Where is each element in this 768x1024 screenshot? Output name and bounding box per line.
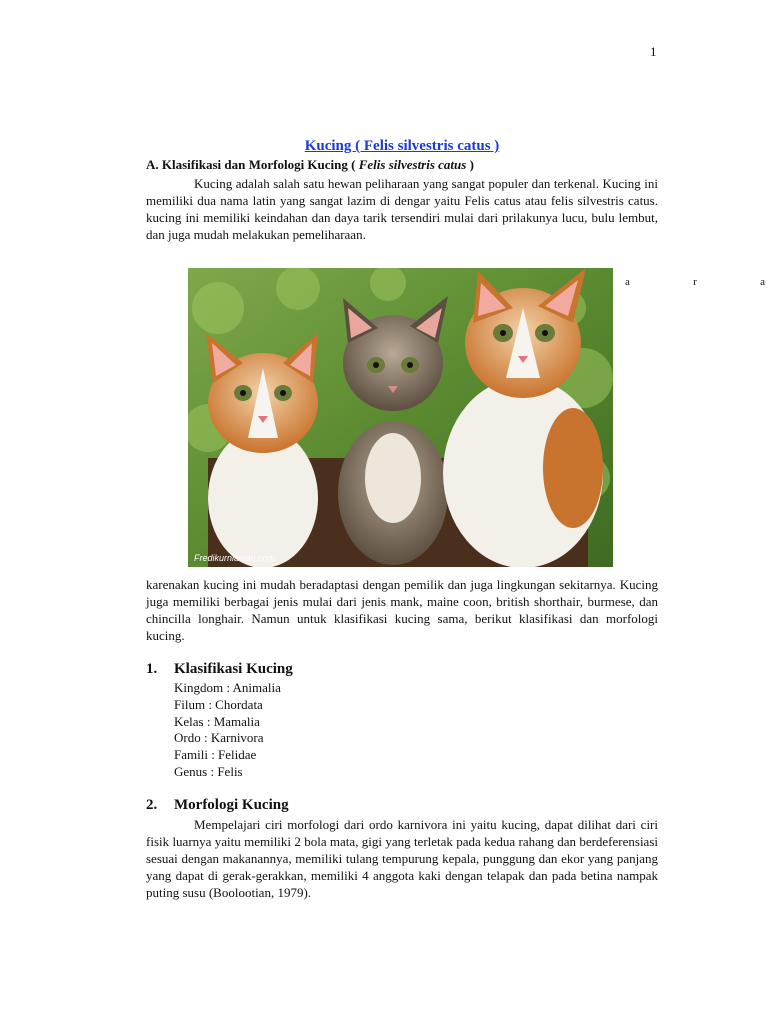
morphology-paragraph: Mempelajari ciri morfologi dari ordo karnivora ini yaitu kucing, dapat dilihat dari ciri fisik luarnya yaitu memiliki 2 bola mata, gigi yang terletak pada kedua rahang dan berdeferensiasi sesuai dengan makanannya, memiliki tulang tempurung kepala, punggung dan ekor yang panjang yang dapat di gerak-gerakkan, memiliki 4 anggota kaki dengan telapak dan pada betina nampak puting susu (Boolootian, 1979). xyxy=(146,817,658,900)
section-2-heading xyxy=(146,797,289,814)
section-2-title: Morfologi Kucing xyxy=(174,797,289,813)
stray-letter: a xyxy=(760,276,765,288)
section-1-title: Klasifikasi Kucing xyxy=(174,661,293,677)
stray-letter: r xyxy=(693,276,697,288)
classification-list xyxy=(174,680,281,781)
photo-watermark: Fredikurniawan.com xyxy=(194,553,276,563)
page-title: Kucing ( Felis silvestris catus ) xyxy=(304,138,500,154)
list-item: Famili : Felidae xyxy=(174,747,257,763)
section-1-number: 1. xyxy=(146,661,158,677)
intro-paragraph: Kucing adalah salah satu hewan peliharaan yang sangat populer dan terkenal. Kucing ini memiliki dua nama latin yang sangat lazim di dengar yaitu Felis catus atau felis silvestris catus. kucing ini memiliki keindahan dan daya tarik tersendiri mulai dari prilakunya lucu, bulu lembut, dan juga mudah melakukan pemeliharaan. xyxy=(146,176,658,242)
stray-letter: a xyxy=(625,276,630,288)
section-a-suffix: ) xyxy=(466,157,474,172)
page-number: 1 xyxy=(650,44,657,59)
section-a-latin-name: Felis silvestris catus xyxy=(358,157,467,172)
section-a-prefix: A. Klasifikasi dan Morfologi Kucing ( xyxy=(146,157,359,172)
section-a-heading xyxy=(146,157,658,173)
section-2-number: 2. xyxy=(146,797,158,813)
list-item: Kelas : Mamalia xyxy=(174,713,260,729)
list-item: Genus : Felis xyxy=(174,763,243,779)
kittens-photo xyxy=(188,268,613,567)
breeds-paragraph: karenakan kucing ini mudah beradaptasi dengan pemilik dan juga lingkungan sekitarnya. Kucing juga memiliki berbagai jenis mulai dari jenis mank, maine coon, british shorthair, burmese, dan chincilla longhair. Namun untuk klasifikasi kucing sama, berikut klasifikasi dan morfologi kucing. xyxy=(146,577,658,643)
section-1-heading xyxy=(146,661,293,678)
list-item: Ordo : Karnivora xyxy=(174,730,264,746)
list-item: Filum : Chordata xyxy=(174,696,263,712)
list-item: Kingdom : Animalia xyxy=(174,680,281,695)
stray-letters xyxy=(625,276,765,288)
